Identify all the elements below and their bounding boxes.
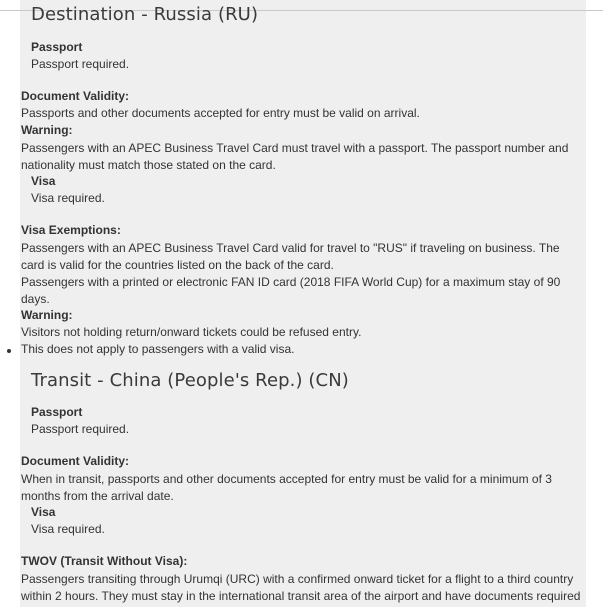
list-item: This does not apply to passengers with a valid visa.	[21, 342, 295, 356]
destination-warning-text: Passengers with an APEC Business Travel Card must travel with a passport. The passport number and nationality must match those stated on the card.	[21, 141, 569, 172]
visa-exemptions-warning-text: Visitors not holding return/onward tickets could be refused entry.	[21, 325, 362, 339]
destination-visa-text: Visa required.	[31, 191, 105, 205]
transit-heading: Transit - China (People's Rep.) (CN)	[31, 370, 349, 391]
destination-passport-label: Passport	[31, 40, 83, 54]
transit-visa-label: Visa	[31, 505, 56, 519]
destination-warning-label: Warning:	[21, 123, 73, 137]
transit-document-validity-label: Document Validity:	[21, 454, 130, 468]
destination-passport-text: Passport required.	[31, 57, 130, 71]
transit-passport-text: Passport required.	[31, 422, 130, 436]
visa-exemptions-text-1: Passengers with an APEC Business Travel Card valid for travel to "RUS" if traveling on business. The card is valid for the countries listed on the back of the card.	[21, 241, 560, 272]
twov-label: TWOV (Transit Without Visa):	[21, 554, 188, 568]
destination-document-validity-text: Passports and other documents accepted for entry must be valid on arrival.	[21, 106, 420, 120]
destination-heading: Destination - Russia (RU)	[31, 4, 259, 25]
bullet-icon	[7, 349, 11, 353]
visa-exemptions-text-2: Passengers with a printed or electronic FAN ID card (2018 FIFA World Cup) for a maximum stay of 90 days.	[21, 275, 561, 306]
transit-document-validity-text: When in transit, passports and other documents accepted for entry must be valid for a minimum of 3 months from the arrival date.	[21, 472, 552, 503]
twov-text: Passengers transiting through Urumqi (URC) with a confirmed onward ticket for a flight to a third country within 2 hours. They must stay in the international transit area of the airport and have documents required	[21, 572, 581, 603]
visa-exemptions-warning-label: Warning:	[21, 308, 73, 322]
visa-exemptions-label: Visa Exemptions:	[21, 223, 121, 237]
transit-visa-text: Visa required.	[31, 522, 105, 536]
destination-visa-label: Visa	[31, 174, 56, 188]
transit-passport-label: Passport	[31, 405, 83, 419]
destination-document-validity-label: Document Validity:	[21, 89, 130, 103]
